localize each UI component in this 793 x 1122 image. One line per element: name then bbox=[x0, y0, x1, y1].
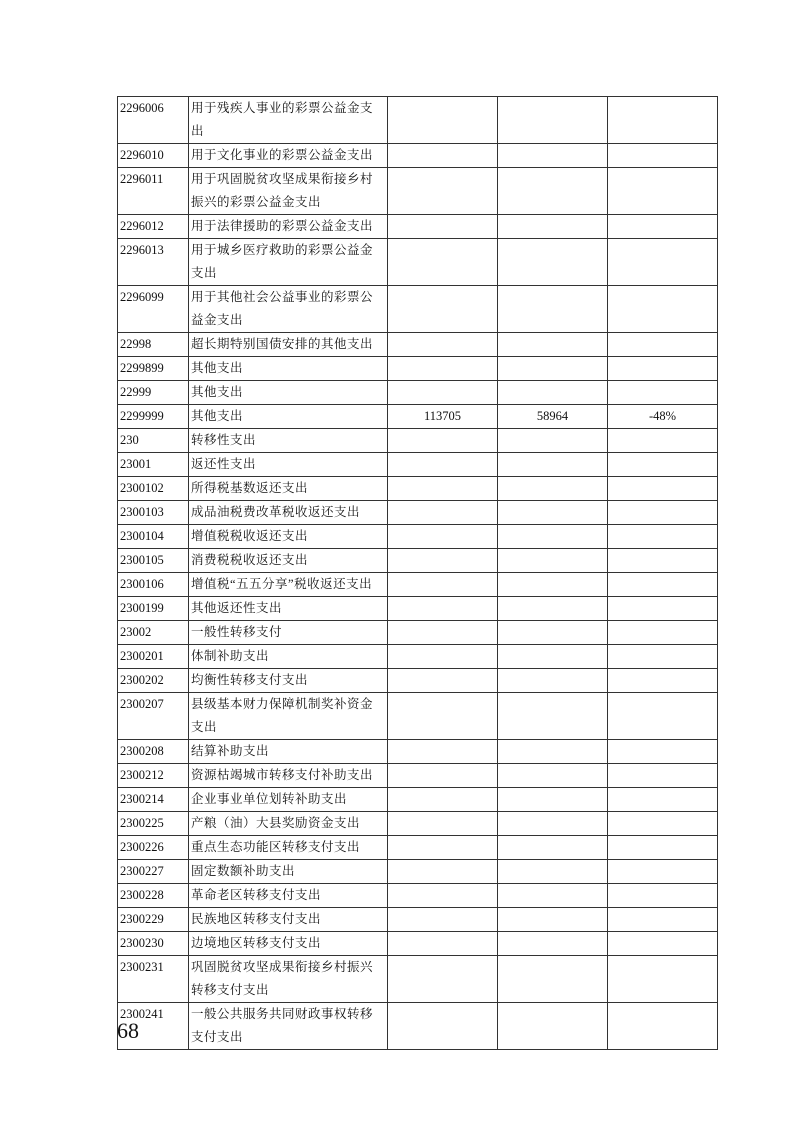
table-row bbox=[118, 239, 718, 286]
value-cell-1 bbox=[388, 477, 498, 501]
value-cell-2 bbox=[498, 453, 608, 477]
value-cell-1 bbox=[388, 740, 498, 764]
value-cell-1 bbox=[388, 836, 498, 860]
value-cell-1 bbox=[388, 693, 498, 740]
change-cell bbox=[608, 621, 718, 645]
name-cell: 成品油税费改革税收返还支出 bbox=[189, 501, 388, 525]
value-cell-1 bbox=[388, 381, 498, 405]
value-cell-1 bbox=[388, 525, 498, 549]
change-cell bbox=[608, 286, 718, 333]
code-cell: 2300201 bbox=[118, 645, 189, 669]
name-cell: 消费税税收返还支出 bbox=[189, 549, 388, 573]
value-cell-1 bbox=[388, 429, 498, 453]
name-cell: 转移性支出 bbox=[189, 429, 388, 453]
value-cell-1 bbox=[388, 215, 498, 239]
change-cell bbox=[608, 884, 718, 908]
value-cell-1 bbox=[388, 453, 498, 477]
value-cell-2: 58964 bbox=[498, 405, 608, 429]
name-cell: 用于残疾人事业的彩票公益金支出 bbox=[189, 97, 388, 144]
name-cell: 其他支出 bbox=[189, 405, 388, 429]
code-cell: 2300104 bbox=[118, 525, 189, 549]
name-cell: 县级基本财力保障机制奖补资金支出 bbox=[189, 693, 388, 740]
value-cell-1 bbox=[388, 286, 498, 333]
value-cell-2 bbox=[498, 645, 608, 669]
code-cell: 2300106 bbox=[118, 573, 189, 597]
code-cell: 2300202 bbox=[118, 669, 189, 693]
value-cell-1 bbox=[388, 333, 498, 357]
change-cell bbox=[608, 1003, 718, 1050]
value-cell-1 bbox=[388, 812, 498, 836]
table-row bbox=[118, 764, 718, 788]
budget-table bbox=[117, 96, 718, 1050]
value-cell-2 bbox=[498, 239, 608, 286]
name-cell: 其他支出 bbox=[189, 381, 388, 405]
name-cell: 重点生态功能区转移支付支出 bbox=[189, 836, 388, 860]
table-row bbox=[118, 812, 718, 836]
value-cell-1 bbox=[388, 549, 498, 573]
name-cell: 增值税税收返还支出 bbox=[189, 525, 388, 549]
value-cell-2 bbox=[498, 168, 608, 215]
change-cell bbox=[608, 956, 718, 1003]
value-cell-2 bbox=[498, 144, 608, 168]
value-cell-2 bbox=[498, 932, 608, 956]
change-cell bbox=[608, 239, 718, 286]
table-row bbox=[118, 836, 718, 860]
table-row bbox=[118, 381, 718, 405]
name-cell: 均衡性转移支付支出 bbox=[189, 669, 388, 693]
value-cell-2 bbox=[498, 525, 608, 549]
code-cell: 2300103 bbox=[118, 501, 189, 525]
table-row bbox=[118, 884, 718, 908]
value-cell-1 bbox=[388, 239, 498, 286]
change-cell bbox=[608, 669, 718, 693]
name-cell: 企业事业单位划转补助支出 bbox=[189, 788, 388, 812]
value-cell-2 bbox=[498, 333, 608, 357]
code-cell: 230 bbox=[118, 429, 189, 453]
change-cell bbox=[608, 501, 718, 525]
value-cell-2 bbox=[498, 860, 608, 884]
change-cell: -48% bbox=[608, 405, 718, 429]
name-cell: 巩固脱贫攻坚成果衔接乡村振兴转移支付支出 bbox=[189, 956, 388, 1003]
table-row bbox=[118, 956, 718, 1003]
code-cell: 2296011 bbox=[118, 168, 189, 215]
code-cell: 2296099 bbox=[118, 286, 189, 333]
code-cell: 2296006 bbox=[118, 97, 189, 144]
table-row bbox=[118, 549, 718, 573]
table-row bbox=[118, 429, 718, 453]
change-cell bbox=[608, 453, 718, 477]
value-cell-2 bbox=[498, 669, 608, 693]
value-cell-1 bbox=[388, 1003, 498, 1050]
value-cell-2 bbox=[498, 956, 608, 1003]
table-row bbox=[118, 215, 718, 239]
value-cell-2 bbox=[498, 884, 608, 908]
code-cell: 2300227 bbox=[118, 860, 189, 884]
change-cell bbox=[608, 357, 718, 381]
value-cell-2 bbox=[498, 764, 608, 788]
value-cell-1 bbox=[388, 573, 498, 597]
value-cell-1 bbox=[388, 860, 498, 884]
code-cell: 2299999 bbox=[118, 405, 189, 429]
change-cell bbox=[608, 645, 718, 669]
name-cell: 用于巩固脱贫攻坚成果衔接乡村振兴的彩票公益金支出 bbox=[189, 168, 388, 215]
change-cell bbox=[608, 908, 718, 932]
code-cell: 23001 bbox=[118, 453, 189, 477]
value-cell-2 bbox=[498, 549, 608, 573]
value-cell-2 bbox=[498, 573, 608, 597]
code-cell: 2300207 bbox=[118, 693, 189, 740]
code-cell: 2300225 bbox=[118, 812, 189, 836]
value-cell-2 bbox=[498, 477, 608, 501]
value-cell-1 bbox=[388, 669, 498, 693]
change-cell bbox=[608, 144, 718, 168]
table-row bbox=[118, 573, 718, 597]
name-cell: 边境地区转移支付支出 bbox=[189, 932, 388, 956]
value-cell-1 bbox=[388, 144, 498, 168]
value-cell-1 bbox=[388, 908, 498, 932]
name-cell: 民族地区转移支付支出 bbox=[189, 908, 388, 932]
name-cell: 用于其他社会公益事业的彩票公益金支出 bbox=[189, 286, 388, 333]
table-row bbox=[118, 1003, 718, 1050]
change-cell bbox=[608, 549, 718, 573]
table-row bbox=[118, 908, 718, 932]
value-cell-1 bbox=[388, 501, 498, 525]
code-cell: 2300212 bbox=[118, 764, 189, 788]
name-cell: 体制补助支出 bbox=[189, 645, 388, 669]
code-cell: 22999 bbox=[118, 381, 189, 405]
table-row bbox=[118, 333, 718, 357]
table-row bbox=[118, 669, 718, 693]
change-cell bbox=[608, 97, 718, 144]
change-cell bbox=[608, 860, 718, 884]
code-cell: 2300102 bbox=[118, 477, 189, 501]
code-cell: 2300226 bbox=[118, 836, 189, 860]
table-row bbox=[118, 740, 718, 764]
name-cell: 超长期特别国债安排的其他支出 bbox=[189, 333, 388, 357]
name-cell: 结算补助支出 bbox=[189, 740, 388, 764]
name-cell: 所得税基数返还支出 bbox=[189, 477, 388, 501]
page-number: 68 bbox=[117, 1018, 139, 1043]
code-cell: 22998 bbox=[118, 333, 189, 357]
table-row bbox=[118, 453, 718, 477]
value-cell-1 bbox=[388, 597, 498, 621]
value-cell-2 bbox=[498, 381, 608, 405]
change-cell bbox=[608, 836, 718, 860]
value-cell-1 bbox=[388, 884, 498, 908]
table-row bbox=[118, 788, 718, 812]
table-row bbox=[118, 97, 718, 144]
name-cell: 用于文化事业的彩票公益金支出 bbox=[189, 144, 388, 168]
code-cell: 2300214 bbox=[118, 788, 189, 812]
value-cell-1: 113705 bbox=[388, 405, 498, 429]
name-cell: 返还性支出 bbox=[189, 453, 388, 477]
name-cell: 用于城乡医疗救助的彩票公益金支出 bbox=[189, 239, 388, 286]
change-cell bbox=[608, 381, 718, 405]
code-cell: 2296012 bbox=[118, 215, 189, 239]
value-cell-2 bbox=[498, 812, 608, 836]
change-cell bbox=[608, 477, 718, 501]
table-row bbox=[118, 932, 718, 956]
name-cell: 一般性转移支付 bbox=[189, 621, 388, 645]
change-cell bbox=[608, 168, 718, 215]
change-cell bbox=[608, 764, 718, 788]
name-cell: 其他返还性支出 bbox=[189, 597, 388, 621]
code-cell: 2300241 bbox=[118, 1003, 189, 1050]
value-cell-2 bbox=[498, 501, 608, 525]
change-cell bbox=[608, 429, 718, 453]
value-cell-2 bbox=[498, 1003, 608, 1050]
table-row bbox=[118, 501, 718, 525]
value-cell-1 bbox=[388, 788, 498, 812]
table-row bbox=[118, 357, 718, 381]
value-cell-1 bbox=[388, 764, 498, 788]
table-row bbox=[118, 621, 718, 645]
code-cell: 23002 bbox=[118, 621, 189, 645]
value-cell-2 bbox=[498, 836, 608, 860]
value-cell-2 bbox=[498, 286, 608, 333]
table-row bbox=[118, 477, 718, 501]
table-row bbox=[118, 525, 718, 549]
code-cell: 2300231 bbox=[118, 956, 189, 1003]
change-cell bbox=[608, 812, 718, 836]
table-row bbox=[118, 405, 718, 429]
value-cell-1 bbox=[388, 956, 498, 1003]
value-cell-2 bbox=[498, 621, 608, 645]
change-cell bbox=[608, 693, 718, 740]
change-cell bbox=[608, 932, 718, 956]
code-cell: 2300228 bbox=[118, 884, 189, 908]
value-cell-2 bbox=[498, 740, 608, 764]
code-cell: 2300208 bbox=[118, 740, 189, 764]
value-cell-2 bbox=[498, 215, 608, 239]
code-cell: 2300229 bbox=[118, 908, 189, 932]
change-cell bbox=[608, 788, 718, 812]
value-cell-2 bbox=[498, 908, 608, 932]
table-row bbox=[118, 645, 718, 669]
code-cell: 2300230 bbox=[118, 932, 189, 956]
value-cell-1 bbox=[388, 621, 498, 645]
change-cell bbox=[608, 525, 718, 549]
code-cell: 2296010 bbox=[118, 144, 189, 168]
value-cell-1 bbox=[388, 932, 498, 956]
code-cell: 2300105 bbox=[118, 549, 189, 573]
table-row bbox=[118, 860, 718, 884]
table-row bbox=[118, 597, 718, 621]
change-cell bbox=[608, 573, 718, 597]
code-cell: 2299899 bbox=[118, 357, 189, 381]
change-cell bbox=[608, 740, 718, 764]
table-row bbox=[118, 168, 718, 215]
value-cell-2 bbox=[498, 788, 608, 812]
name-cell: 用于法律援助的彩票公益金支出 bbox=[189, 215, 388, 239]
table-row bbox=[118, 693, 718, 740]
value-cell-2 bbox=[498, 693, 608, 740]
code-cell: 2296013 bbox=[118, 239, 189, 286]
value-cell-2 bbox=[498, 357, 608, 381]
value-cell-1 bbox=[388, 168, 498, 215]
name-cell: 增值税“五五分享”税收返还支出 bbox=[189, 573, 388, 597]
value-cell-2 bbox=[498, 597, 608, 621]
table-row bbox=[118, 286, 718, 333]
change-cell bbox=[608, 597, 718, 621]
table-row bbox=[118, 144, 718, 168]
value-cell-1 bbox=[388, 97, 498, 144]
change-cell bbox=[608, 215, 718, 239]
value-cell-1 bbox=[388, 357, 498, 381]
value-cell-2 bbox=[498, 429, 608, 453]
name-cell: 一般公共服务共同财政事权转移支付支出 bbox=[189, 1003, 388, 1050]
name-cell: 其他支出 bbox=[189, 357, 388, 381]
name-cell: 资源枯竭城市转移支付补助支出 bbox=[189, 764, 388, 788]
value-cell-1 bbox=[388, 645, 498, 669]
change-cell bbox=[608, 333, 718, 357]
name-cell: 固定数额补助支出 bbox=[189, 860, 388, 884]
name-cell: 革命老区转移支付支出 bbox=[189, 884, 388, 908]
name-cell: 产粮（油）大县奖励资金支出 bbox=[189, 812, 388, 836]
code-cell: 2300199 bbox=[118, 597, 189, 621]
value-cell-2 bbox=[498, 97, 608, 144]
